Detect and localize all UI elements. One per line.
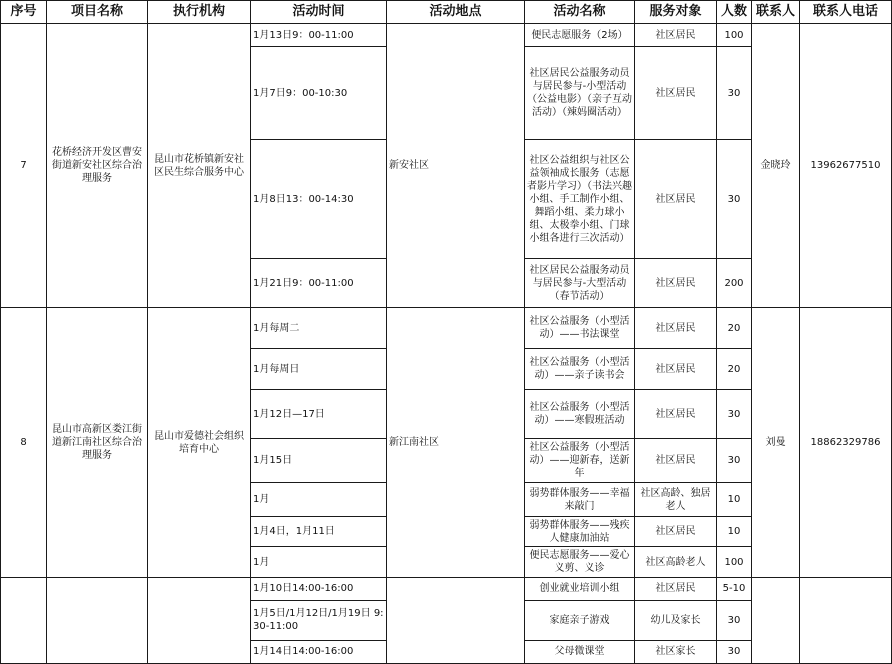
service-target: 社区居民 bbox=[635, 577, 717, 600]
header-count: 人数 bbox=[717, 1, 752, 24]
service-target: 社区居民 bbox=[635, 24, 717, 47]
activity-name: 弱势群体服务——残疾人健康加油站 bbox=[525, 517, 635, 547]
activity-name: 社区居民公益服务动员与居民参与-大型活动（春节活动） bbox=[525, 259, 635, 308]
header-phone: 联系人电话 bbox=[800, 1, 892, 24]
header-project-name: 项目名称 bbox=[47, 1, 148, 24]
table-row bbox=[1, 308, 892, 349]
header-no: 序号 bbox=[1, 1, 47, 24]
activity-name: 社区公益服务（小型活动）——书法课堂 bbox=[525, 308, 635, 349]
project-agency: 昆山市花桥镇新安社区民生综合服务中心 bbox=[148, 24, 251, 308]
participant-count: 10 bbox=[717, 483, 752, 517]
participant-count: 30 bbox=[717, 439, 752, 483]
activity-time: 1月每周二 bbox=[251, 308, 387, 349]
project-agency bbox=[148, 577, 251, 663]
service-target: 社区居民 bbox=[635, 259, 717, 308]
contact-person: 刘曼 bbox=[752, 308, 800, 578]
participant-count: 30 bbox=[717, 640, 752, 663]
participant-count: 30 bbox=[717, 47, 752, 140]
participant-count: 30 bbox=[717, 390, 752, 439]
service-target: 幼儿及家长 bbox=[635, 600, 717, 640]
service-target: 社区高龄、独居老人 bbox=[635, 483, 717, 517]
contact-person: 金晓玲 bbox=[752, 24, 800, 308]
service-target: 社区居民 bbox=[635, 439, 717, 483]
participant-count: 30 bbox=[717, 600, 752, 640]
header-activity-name: 活动名称 bbox=[525, 1, 635, 24]
service-target: 社区高龄老人 bbox=[635, 547, 717, 577]
header-row bbox=[1, 1, 892, 24]
service-target: 社区居民 bbox=[635, 47, 717, 140]
service-target: 社区居民 bbox=[635, 390, 717, 439]
activity-name: 父母微课堂 bbox=[525, 640, 635, 663]
activity-name: 社区公益服务（小型活动）——亲子读书会 bbox=[525, 349, 635, 390]
table-row bbox=[1, 577, 892, 600]
contact-phone: 13962677510 bbox=[800, 24, 892, 308]
activity-name: 社区公益服务（小型活动）——寒假班活动 bbox=[525, 390, 635, 439]
participant-count: 20 bbox=[717, 349, 752, 390]
activity-time: 1月10日14:00-16:00 bbox=[251, 577, 387, 600]
header-time: 活动时间 bbox=[251, 1, 387, 24]
header-location: 活动地点 bbox=[387, 1, 525, 24]
participant-count: 100 bbox=[717, 547, 752, 577]
activity-time: 1月5日/1月12日/1月19日 9:30-11:00 bbox=[251, 600, 387, 640]
project-agency: 昆山市爱德社会组织培育中心 bbox=[148, 308, 251, 578]
participant-count: 100 bbox=[717, 24, 752, 47]
activity-time: 1月14日14:00-16:00 bbox=[251, 640, 387, 663]
service-target: 社区居民 bbox=[635, 308, 717, 349]
service-target: 社区居民 bbox=[635, 349, 717, 390]
activity-time: 1月 bbox=[251, 483, 387, 517]
contact-person bbox=[752, 577, 800, 663]
project-no: 8 bbox=[1, 308, 47, 578]
project-name: 花桥经济开发区曹安街道新安社区综合治理服务 bbox=[47, 24, 148, 308]
participant-count: 5-10 bbox=[717, 577, 752, 600]
participant-count: 20 bbox=[717, 308, 752, 349]
activity-time: 1月每周日 bbox=[251, 349, 387, 390]
service-target: 社区居民 bbox=[635, 140, 717, 259]
activity-time: 1月21日9：00-11:00 bbox=[251, 259, 387, 308]
activity-location: 新安社区 bbox=[387, 24, 525, 308]
project-no bbox=[1, 577, 47, 663]
activity-time: 1月 bbox=[251, 547, 387, 577]
service-target: 社区居民 bbox=[635, 517, 717, 547]
contact-phone: 18862329786 bbox=[800, 308, 892, 578]
activity-time: 1月8日13：00-14:30 bbox=[251, 140, 387, 259]
project-name: 昆山市高新区娄江街道新江南社区综合治理服务 bbox=[47, 308, 148, 578]
activity-name: 社区居民公益服务动员与居民参与-小型活动（公益电影）（亲子互动活动）（辣妈圈活动） bbox=[525, 47, 635, 140]
service-target: 社区家长 bbox=[635, 640, 717, 663]
participant-count: 10 bbox=[717, 517, 752, 547]
participant-count: 200 bbox=[717, 259, 752, 308]
header-target: 服务对象 bbox=[635, 1, 717, 24]
activity-location: 新江南社区 bbox=[387, 308, 525, 578]
table-row bbox=[1, 24, 892, 47]
participant-count: 30 bbox=[717, 140, 752, 259]
activity-time: 1月4日，1月11日 bbox=[251, 517, 387, 547]
activity-name: 家庭亲子游戏 bbox=[525, 600, 635, 640]
contact-phone bbox=[800, 577, 892, 663]
activity-name: 社区公益组织与社区公益领袖成长服务（志愿者影片学习）（书法兴趣小组、手工制作小组、舞蹈小组、柔力球小组、太极拳小组、门球小组各进行三次活动） bbox=[525, 140, 635, 259]
activity-time: 1月15日 bbox=[251, 439, 387, 483]
project-name bbox=[47, 577, 148, 663]
header-agency: 执行机构 bbox=[148, 1, 251, 24]
activity-time: 1月12日—17日 bbox=[251, 390, 387, 439]
activity-name: 弱势群体服务——幸福来敲门 bbox=[525, 483, 635, 517]
activity-name: 便民志愿服务（2场） bbox=[525, 24, 635, 47]
activity-name: 便民志愿服务——爱心义剪、义诊 bbox=[525, 547, 635, 577]
activity-time: 1月7日9：00-10:30 bbox=[251, 47, 387, 140]
activity-name: 社区公益服务（小型活动）——迎新春，送新年 bbox=[525, 439, 635, 483]
activity-time: 1月13日9：00-11:00 bbox=[251, 24, 387, 47]
activity-name: 创业就业培训小组 bbox=[525, 577, 635, 600]
header-contact: 联系人 bbox=[752, 1, 800, 24]
activity-location bbox=[387, 577, 525, 663]
project-no: 7 bbox=[1, 24, 47, 308]
